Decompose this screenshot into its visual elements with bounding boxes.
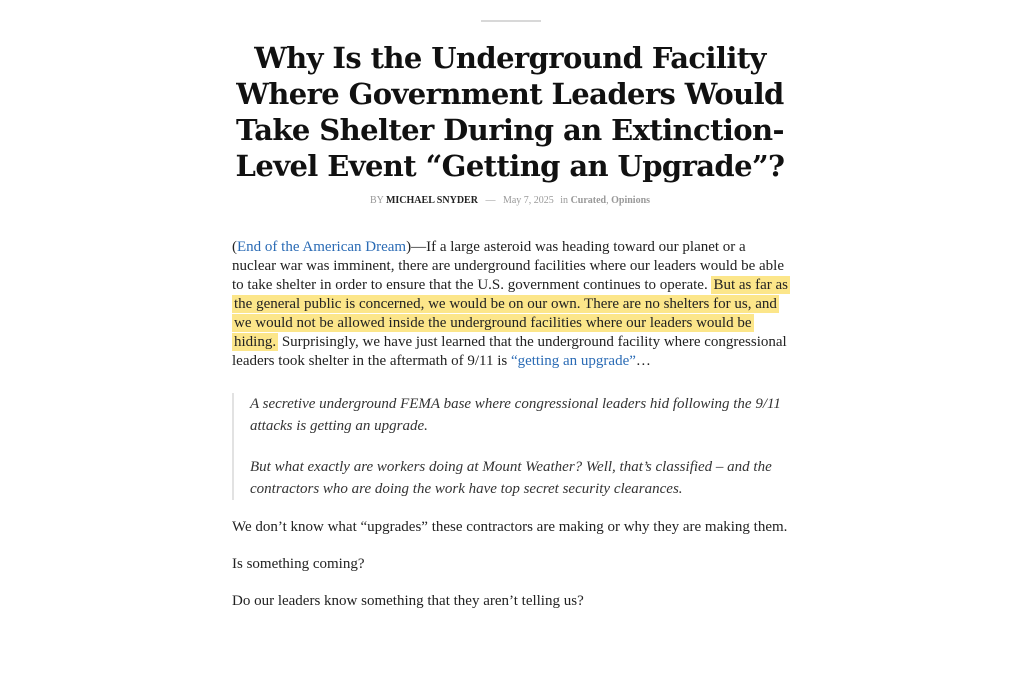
author-link[interactable]: MICHAEL SNYDER: [385, 195, 478, 206]
quote-paragraph-1: A secretive underground FEMA base where congressional leaders hid following the 9/11 attacks is getting an upgrade.: [250, 396, 781, 434]
category-link-opinions[interactable]: Opinions: [611, 195, 651, 206]
intro-paragraph: [232, 238, 792, 371]
intro-ellipsis: …: [635, 353, 651, 369]
blockquote: [232, 393, 792, 500]
paragraph-leaders: Do our leaders know something that they aren’t telling us?: [232, 593, 584, 609]
publish-date: May 7, 2025: [502, 195, 554, 206]
paren-open: (: [232, 239, 237, 255]
source-link[interactable]: End of the American Dream: [237, 239, 407, 255]
top-divider: [481, 20, 541, 22]
category-separator: ,: [606, 195, 609, 206]
byline-by: BY: [369, 195, 384, 206]
article-title: Why Is the Underground Facility Where Government Leaders Would Take Shelter During an Extinction-Level Event “Getting an Upgrade”?: [235, 41, 785, 183]
article-body: [232, 238, 792, 611]
byline-in: in: [560, 195, 569, 206]
intro-text-2: Surprisingly, we have just learned that the underground facility where congressional leaders took shelter in the aftermath of 9/11 is: [232, 334, 787, 369]
highlighted-text: But as far as the general public is concerned, we would be on our own. There are no shelters for us, and we would not be allowed inside the underground facilities where our leaders would be hiding.: [234, 277, 789, 350]
intro-text-1: )—If a large asteroid was heading toward our planet or a nuclear war was imminent, there are underground facilities where our leaders would be able to take shelter in order to ensure that the U.S. government continues to operate.: [232, 239, 785, 293]
byline-dash: —: [485, 195, 496, 206]
category-link-curated[interactable]: Curated: [570, 195, 607, 206]
byline: [200, 195, 820, 206]
upgrade-link[interactable]: “getting an upgrade”: [510, 353, 636, 369]
quote-paragraph-2: But what exactly are workers doing at Mount Weather? Well, that’s classified – and the contractors who are doing the work have top secret security clearances.: [250, 459, 772, 497]
paragraph-coming: Is something coming?: [232, 556, 365, 572]
paragraph-upgrades: We don’t know what “upgrades” these contractors are making or why they are making them.: [232, 519, 788, 535]
